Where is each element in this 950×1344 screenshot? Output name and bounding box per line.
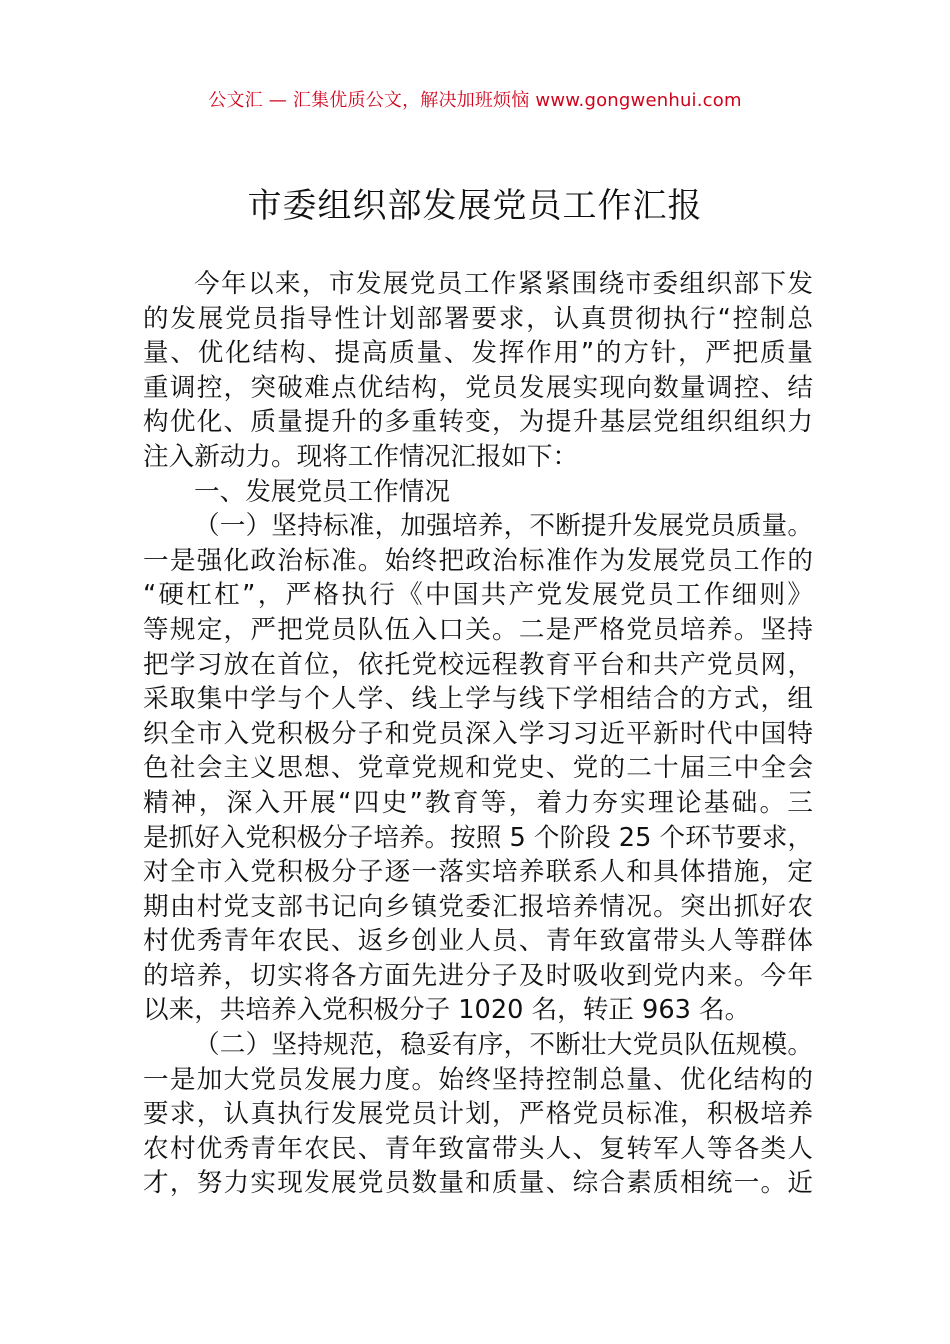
body-line: 村优秀青年农民、返乡创业人员、青年致富带头人等群体	[143, 926, 813, 957]
body-line: 量、优化结构、提高质量、发挥作用”的方针，严把质量	[143, 338, 813, 369]
body-line: 等规定，严把党员队伍入口关。二是严格党员培养。坚持	[143, 614, 813, 645]
body-line: 一是加大党员发展力度。始终坚持控制总量、优化结构的	[143, 1064, 813, 1095]
body-line: （二）坚持规范，稳妥有序，不断壮大党员队伍规模。	[194, 1030, 813, 1061]
body-line: 是抓好入党积极分子培养。按照 5 个阶段 25 个环节要求，	[143, 822, 814, 853]
body-line: 以来，共培养入党积极分子 1020 名，转正 963 名。	[143, 995, 751, 1026]
body-line: 的培养，切实将各方面先进分子及时吸收到党内来。今年	[143, 960, 813, 991]
body-line: 才，努力实现发展党员数量和质量、综合素质相统一。近	[143, 1168, 813, 1199]
body-line: 今年以来，市发展党员工作紧紧围绕市委组织部下发	[194, 269, 813, 299]
document-title: 市委组织部发展党员工作汇报	[247, 186, 703, 226]
site-banner: 公文汇 — 汇集优质公文，解决加班烦恼 www.gongwenhui.com	[208, 90, 742, 111]
body-line: 把学习放在首位，依托党校远程教育平台和共产党员网，	[143, 649, 813, 680]
body-line: 要求，认真执行发展党员计划，严格党员标准，积极培养	[143, 1099, 813, 1130]
body-line: （一）坚持标准，加强培养，不断提升发展党员质量。	[194, 511, 813, 542]
body-line: 对全市入党积极分子逐一落实培养联系人和具体措施，定	[143, 857, 813, 888]
body-line: 精神，深入开展“四史”教育等，着力夯实理论基础。三	[143, 787, 813, 818]
body-line: 的发展党员指导性计划部署要求，认真贯彻执行“控制总	[143, 303, 813, 334]
body-line: 一、发展党员工作情况	[194, 476, 450, 507]
body-line: “硬杠杠”，严格执行《中国共产党发展党员工作细则》	[143, 580, 813, 611]
body-line: 农村优秀青年农民、青年致富带头人、复转军人等各类人	[143, 1133, 813, 1164]
body-line: 期由村党支部书记向乡镇党委汇报培养情况。突出抓好农	[143, 891, 813, 922]
body-line: 织全市入党积极分子和党员深入学习习近平新时代中国特	[143, 718, 813, 749]
body-line: 注入新动力。现将工作情况汇报如下：	[143, 441, 579, 472]
body-line: 一是强化政治标准。始终把政治标准作为发展党员工作的	[143, 545, 813, 576]
body-line: 重调控，突破难点优结构，党员发展实现向数量调控、结	[143, 372, 813, 403]
body-line: 构优化、质量提升的多重转变，为提升基层党组织组织力	[143, 407, 813, 438]
document-body	[143, 267, 813, 1201]
body-line: 采取集中学与个人学、线上学与线下学相结合的方式，组	[143, 684, 813, 715]
body-line: 色社会主义思想、党章党规和党史、党的二十届三中全会	[143, 753, 813, 784]
